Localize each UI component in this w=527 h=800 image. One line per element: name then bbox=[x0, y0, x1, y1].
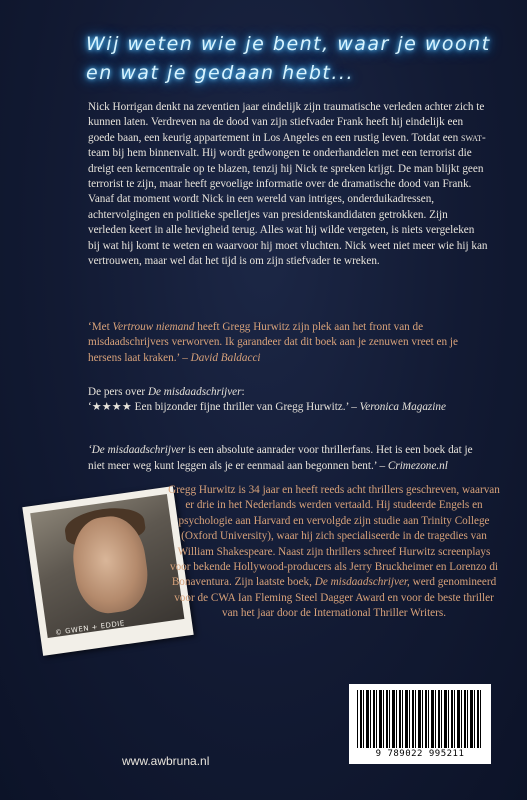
isbn-barcode bbox=[349, 684, 491, 764]
barcode-number: 9 789022 995211 bbox=[375, 749, 465, 759]
tagline: Wij weten wie je bent, waar je woont en wat je gedaan hebt... bbox=[86, 33, 491, 84]
bio-part-1: Gregg Hurwitz is 34 jaar en heeft reeds acht thrillers geschreven, waarvan er drie in het Nederlands werden vertaald. Hij studeerde Engels en psychologie aan Harvard en vervolgde zijn studie aan Trinity College (Oxford University), waar hij zich specialiseerde in de tragedies van William Shakespeare. Naast zijn thrillers schreef Hurwitz screenplays voor bekende Hollywood-producers als Jerry Bruckheimer en Lorenzo di Bonaventura. Zijn laatste boek, bbox=[168, 484, 500, 589]
baldacci-quote bbox=[88, 320, 488, 366]
quote-text: heeft Gregg Hurwitz zijn plek aan het front van de misdaadschrijvers verworven. Ik garandeer dat dit boek aan je zenuwen vreet en je hersens laat kraken.’ – bbox=[88, 321, 458, 364]
author-portrait-image bbox=[30, 494, 184, 638]
crimezone-source: Crimezone.nl bbox=[387, 459, 448, 472]
press-section bbox=[88, 385, 508, 416]
synopsis bbox=[88, 100, 488, 269]
crimezone-book-title: ‘De misdaadschrijver bbox=[88, 444, 186, 457]
author-bio bbox=[168, 483, 500, 622]
photo-credit: © GWEN + EDDIE bbox=[54, 619, 126, 637]
veronica-quote-text: ‘★★★★ Een bijzonder fijne thriller van Gregg Hurwitz.’ – bbox=[88, 401, 360, 414]
publisher-website[interactable]: www.awbruna.nl bbox=[122, 754, 210, 768]
crimezone-quote bbox=[88, 443, 488, 474]
bio-part-2: werd genomineerd voor de CWA Ian Fleming Steel Dagger Award en voor de beste thriller van het jaar door de International Thriller Writers. bbox=[174, 576, 497, 620]
synopsis-part-2: -team bij hem binnenvalt. Hij wordt gedwongen te onderhandelen met een terrorist die dreigt een kerncentrale op te blazen, tenzij hij Nick te spreken krijgt. De man blijkt geen terrorist te zijn, maar heeft gevoelige informatie over de dramatische dood van Frank. Vanaf dat moment wordt Nick in een wereld van intriges, onderduikadressen, achtervolgingen en politieke spelletjes van presidentskandidaten getrokken. Zijn verleden keert in alle hevigheid terug. Alles wat hij wilde vergeten, is niets vergeleken bij wat hij komt te weten en waarvoor hij moet vluchten. Nick weet niet meer wie hij kan vertrouwen, maar wel dat het tijd is om zijn stiefvader te wreken. bbox=[88, 131, 488, 268]
bio-book-title: De misdaadschrijver, bbox=[314, 576, 410, 589]
press-heading bbox=[88, 385, 508, 400]
swat-term: swat bbox=[461, 131, 482, 144]
barcode-bars bbox=[357, 690, 483, 748]
quote-book-title: Vertrouw niemand bbox=[112, 321, 195, 333]
veronica-source: Veronica Magazine bbox=[359, 401, 446, 414]
synopsis-part-1: Nick Horrigan denkt na zeventien jaar eindelijk zijn traumatische verleden achter zich te kunnen laten. Verdreven na de dood van zijn stiefvader Frank heeft hij eindelijk een goede baan, een keurig appartement in Los Angeles en een rustig leven. Totdat een bbox=[88, 101, 485, 144]
crimezone-text: is een absolute aanrader voor thrillerfans. Het is een boek dat je niet meer weg kunt leggen als je er eenmaal aan begonnen bent.’ – bbox=[88, 444, 473, 472]
press-book-title: De misdaadschrijver bbox=[147, 386, 242, 398]
quote-pre: ‘Met bbox=[88, 321, 113, 333]
veronica-quote bbox=[88, 400, 508, 415]
quote-author: David Baldacci bbox=[190, 351, 261, 364]
press-label: De pers over bbox=[88, 386, 148, 398]
press-colon: : bbox=[241, 386, 245, 398]
